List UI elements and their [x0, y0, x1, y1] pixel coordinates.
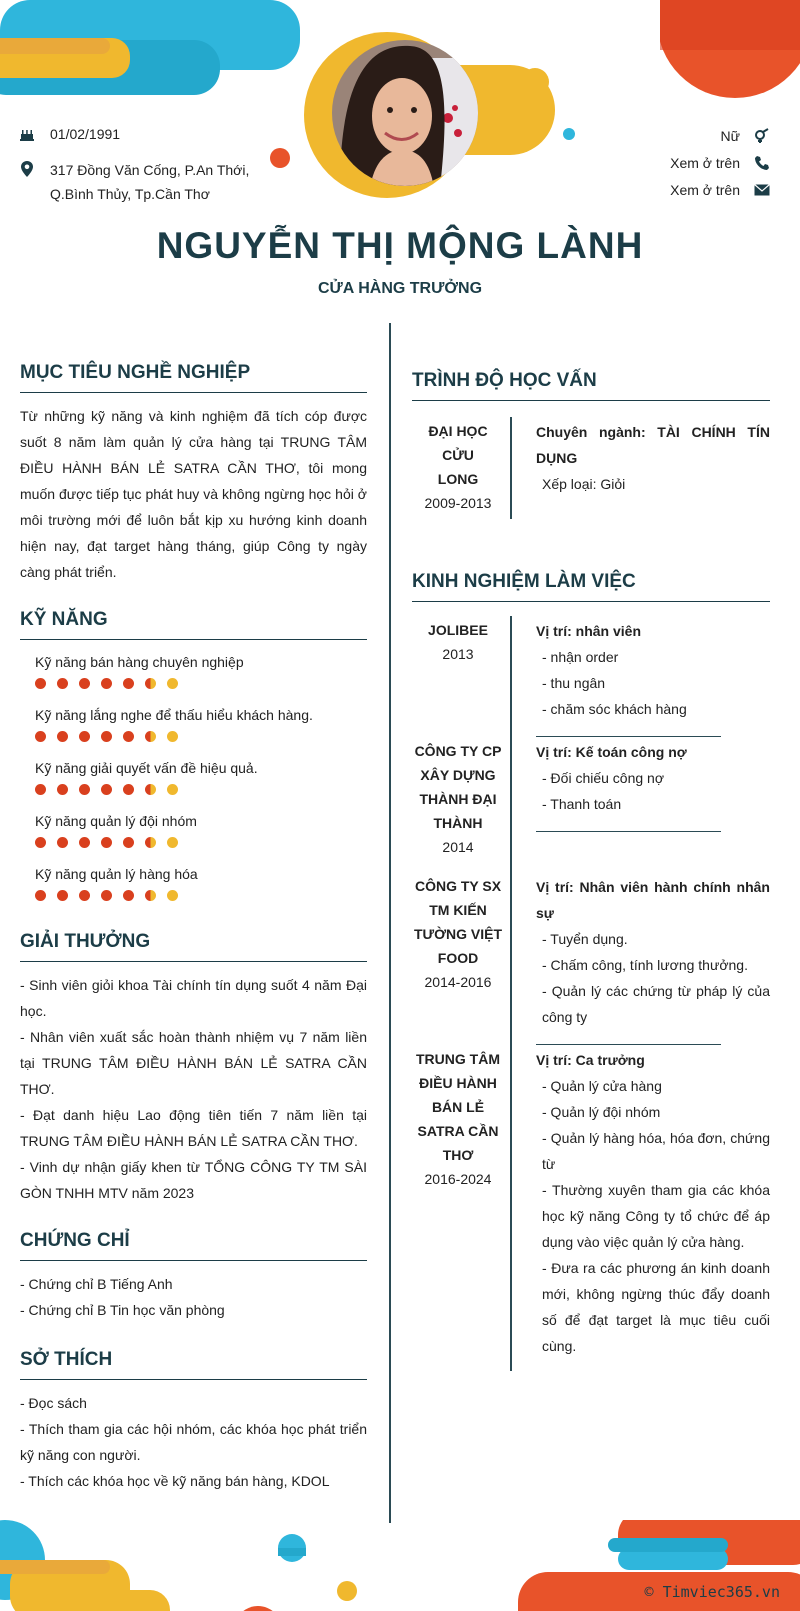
- address-line-1: 317 Đồng Văn Cống, P.An Thới,: [50, 162, 250, 178]
- rating-dot: [145, 890, 156, 901]
- experience-details: [512, 616, 770, 737]
- rating-dot: [167, 731, 178, 742]
- company-name-line: BÁN LẺ: [431, 1099, 485, 1115]
- watermark: © Timviec365.vn: [644, 1583, 780, 1601]
- certificates-list: [20, 1271, 367, 1323]
- award-item: - Sinh viên giỏi khoa Tài chính tín dụng suốt 4 năm Đại học.: [20, 977, 367, 1019]
- rating-dot: [123, 678, 134, 689]
- envelope-icon: [740, 184, 770, 196]
- rating-dot: [35, 837, 46, 848]
- experience-duty: - Quản lý hàng hóa, hóa đơn, chứng từ: [542, 1130, 770, 1172]
- rating-dot: [57, 837, 68, 848]
- rating-dot: [57, 890, 68, 901]
- company-name-line: JOLIBEE: [428, 622, 488, 638]
- education-list: [412, 417, 770, 519]
- education-section: [412, 370, 770, 519]
- company-name-line: THÀNH: [433, 815, 483, 831]
- rating-dot: [79, 678, 90, 689]
- experience-duty: - chăm sóc khách hàng: [542, 701, 687, 717]
- rating-dot: [145, 678, 156, 689]
- company-name-line: ĐIỀU HÀNH: [419, 1075, 497, 1091]
- rating-dot: [167, 784, 178, 795]
- phone-text: Xem ở trên: [670, 154, 740, 171]
- skill-item: [35, 811, 367, 848]
- rating-dot: [167, 837, 178, 848]
- hobbies-title: SỞ THÍCH: [20, 1349, 367, 1380]
- education-details: [512, 417, 770, 519]
- location-pin-icon: [20, 158, 50, 184]
- rating-dot: [57, 678, 68, 689]
- hobbies-list: [20, 1390, 367, 1494]
- experience-list: [412, 616, 770, 1371]
- candidate-name: NGUYỄN THỊ MỘNG LÀNH: [156, 225, 644, 266]
- hobbies-section: [20, 1349, 367, 1494]
- left-column: [20, 362, 367, 1494]
- experience-duty: - Quản lý đội nhóm: [542, 1104, 661, 1120]
- skill-item: [35, 652, 367, 689]
- rating-dot: [123, 731, 134, 742]
- birthday-cake-icon: [20, 122, 50, 148]
- company-name-line: SATRA CẦN: [417, 1123, 499, 1139]
- company: [412, 737, 512, 872]
- rating-dot: [79, 837, 90, 848]
- contact-left: [20, 122, 290, 216]
- company-name-line: XÂY DỰNG: [420, 767, 496, 783]
- address-row: [20, 158, 290, 206]
- experience-title: KINH NGHIỆM LÀM VIỆC: [412, 571, 770, 602]
- rating-dot: [123, 890, 134, 901]
- company-name-line: TƯỜNG VIỆT: [413, 926, 503, 942]
- experience-years: 2014-2016: [424, 974, 492, 990]
- company-name-line: TM KIẾN: [429, 902, 487, 918]
- skill-item: [35, 758, 367, 795]
- company-name-line: CÔNG TY CP: [414, 743, 502, 759]
- address-line-2: Q.Bình Thủy, Tp.Cần Thơ: [50, 186, 210, 202]
- phone-row: [570, 149, 770, 176]
- rating-dot: [101, 890, 112, 901]
- skill-name: Kỹ năng quản lý đội nhóm: [35, 813, 197, 829]
- column-divider: [389, 323, 391, 1523]
- rating-dot: [123, 837, 134, 848]
- experience-duty: - Quản lý cửa hàng: [542, 1078, 662, 1094]
- education-title: TRÌNH ĐỘ HỌC VẤN: [412, 370, 770, 401]
- rating-dot: [79, 731, 90, 742]
- experience-duty: - Tuyển dụng.: [542, 931, 628, 947]
- skill-name: Kỹ năng giải quyết vấn đề hiệu quả.: [35, 760, 258, 776]
- experience-duty: - Thường xuyên tham gia các khóa học kỹ năng Công ty tổ chức để áp dụng vào việc quản lý cửa hàng.: [542, 1182, 770, 1250]
- experience-years: 2014: [442, 839, 474, 855]
- rating-dot: [57, 731, 68, 742]
- experience-duty: - nhận order: [542, 649, 619, 665]
- experience-position: Vị trí: Kế toán công nợ: [536, 744, 687, 760]
- rating-dot: [101, 837, 112, 848]
- experience-duty: - thu ngân: [542, 675, 606, 691]
- education-years: 2009-2013: [424, 495, 492, 511]
- gender-text: Nữ: [720, 127, 740, 144]
- skill-name: Kỹ năng bán hàng chuyên nghiệp: [35, 654, 244, 670]
- experience-duty: - Chấm công, tính lương thưởng.: [542, 957, 748, 973]
- skill-rating: [35, 678, 367, 689]
- awards-title: GIẢI THƯỞNG: [20, 931, 367, 962]
- rating-dot: [101, 731, 112, 742]
- experience-position: Vị trí: nhân viên: [536, 623, 642, 639]
- rating-dot: [35, 890, 46, 901]
- experience-details: [512, 737, 770, 872]
- skill-name: Kỹ năng quản lý hàng hóa: [35, 866, 198, 882]
- education-major: Chuyên ngành: TÀI CHÍNH TÍN DỤNG: [536, 424, 770, 466]
- decorative-circle-top-right: [660, 0, 800, 100]
- phone-icon: [740, 155, 770, 171]
- experience-entry: [412, 737, 770, 872]
- objective-text: Từ những kỹ năng và kinh nghiệm đã tích cóp được suốt 8 năm làm quản lý cửa hàng tại TRUNG TÂM ĐIỀU HÀNH BÁN LẺ SATRA CẦN THƠ, tôi mong muốn được tiếp tục phát huy và không ngừng học hỏi ở môi trường mới để luôn bắt kịp xu hướng kinh doanh hiện nay, đạt target hàng tháng, giúp Công ty ngày càng phát triển.: [20, 408, 367, 580]
- awards-list: [20, 972, 367, 1206]
- skill-item: [35, 864, 367, 901]
- birthdate-row: [20, 122, 290, 148]
- rating-dot: [35, 784, 46, 795]
- company-name-line: THƠ: [442, 1147, 474, 1163]
- rating-dot: [57, 784, 68, 795]
- right-column: [412, 370, 770, 1371]
- rating-dot: [35, 678, 46, 689]
- skills-section: [20, 609, 367, 901]
- experience-separator: [536, 831, 721, 832]
- experience-entry: [412, 616, 770, 737]
- company-name-line: FOOD: [437, 950, 479, 966]
- experience-entry: [412, 1045, 770, 1371]
- experience-position: Vị trí: Nhân viên hành chính nhân sự: [536, 879, 770, 921]
- certificates-section: [20, 1230, 367, 1323]
- rating-dot: [145, 837, 156, 848]
- certificates-title: CHỨNG CHỈ: [20, 1230, 367, 1261]
- certificate-item: - Chứng chỉ B Tin học văn phòng: [20, 1302, 225, 1318]
- school-name-line: ĐẠI HỌC CỬU: [428, 423, 488, 463]
- skill-rating: [35, 890, 367, 901]
- rating-dot: [145, 731, 156, 742]
- school: [412, 417, 512, 519]
- company: [412, 616, 512, 737]
- school-name-line: LONG: [437, 471, 479, 487]
- skill-name: Kỹ năng lắng nghe để thấu hiểu khách hàng.: [35, 707, 313, 723]
- rating-dot: [167, 890, 178, 901]
- company-name-line: THÀNH ĐẠI: [419, 791, 497, 807]
- email-text: Xem ở trên: [670, 181, 740, 198]
- rating-dot: [145, 784, 156, 795]
- awards-section: [20, 931, 367, 1206]
- experience-details: [512, 872, 770, 1045]
- skills-list: [20, 652, 367, 901]
- rating-dot: [79, 784, 90, 795]
- gender-row: [570, 122, 770, 149]
- skill-rating: [35, 784, 367, 795]
- experience-duty: - Quản lý các chứng từ pháp lý của công ty: [542, 983, 770, 1025]
- rating-dot: [101, 678, 112, 689]
- job-title: CỬA HÀNG TRƯỞNG: [317, 280, 483, 297]
- experience-entry: [412, 872, 770, 1045]
- company-name-line: CÔNG TY SX: [414, 878, 502, 894]
- education-entry: [412, 417, 770, 519]
- objective-section: [20, 362, 367, 585]
- rating-dot: [79, 890, 90, 901]
- skill-rating: [35, 731, 367, 742]
- hobby-item: - Đọc sách: [20, 1395, 87, 1411]
- experience-duty: - Đưa ra các phương án kinh doanh mới, không ngừng thúc đẩy doanh số để đạt target là mục tiêu cuối cùng.: [542, 1260, 770, 1354]
- experience-section: [412, 571, 770, 1371]
- rating-dot: [167, 678, 178, 689]
- experience-duty: - Đối chiếu công nợ: [542, 770, 665, 786]
- experience-details: [512, 1045, 770, 1371]
- experience-position: Vị trí: Ca trưởng: [536, 1052, 645, 1068]
- avatar: [330, 38, 480, 188]
- education-rank: Xếp loại: Giỏi: [542, 476, 626, 492]
- decorative-shapes-bottom-left: [0, 1520, 380, 1611]
- rating-dot: [35, 731, 46, 742]
- skill-rating: [35, 837, 367, 848]
- hobby-item: - Thích các khóa học về kỹ năng bán hàng, KDOL: [20, 1473, 330, 1489]
- birthdate-text: 01/02/1991: [50, 126, 121, 142]
- gender-icon: [740, 128, 770, 144]
- award-item: - Nhân viên xuất sắc hoàn thành nhiệm vụ 7 năm liền tại TRUNG TÂM ĐIỀU HÀNH BÁN LẺ SATRA CẦN THƠ.: [20, 1029, 367, 1097]
- award-item: - Đạt danh hiệu Lao động tiên tiến 7 năm liền tại TRUNG TÂM ĐIỀU HÀNH BÁN LẺ SATRA CẦN THƠ.: [20, 1107, 367, 1149]
- experience-duty: - Thanh toán: [542, 796, 622, 812]
- contact-right: [570, 122, 770, 203]
- objective-title: MỤC TIÊU NGHỀ NGHIỆP: [20, 362, 367, 393]
- company: [412, 872, 512, 1045]
- rating-dot: [101, 784, 112, 795]
- hobby-item: - Thích tham gia các hội nhóm, các khóa học phát triển kỹ năng con người.: [20, 1421, 367, 1463]
- certificate-item: - Chứng chỉ B Tiếng Anh: [20, 1276, 173, 1292]
- skills-title: KỸ NĂNG: [20, 609, 367, 640]
- award-item: - Vinh dự nhận giấy khen từ TỔNG CÔNG TY TM SÀI GÒN TNHH MTV năm 2023: [20, 1159, 367, 1201]
- experience-years: 2013: [442, 646, 474, 662]
- company-name-line: TRUNG TÂM: [416, 1051, 500, 1067]
- rating-dot: [123, 784, 134, 795]
- skill-item: [35, 705, 367, 742]
- email-row: [570, 176, 770, 203]
- company: [412, 1045, 512, 1371]
- experience-years: 2016-2024: [424, 1171, 492, 1187]
